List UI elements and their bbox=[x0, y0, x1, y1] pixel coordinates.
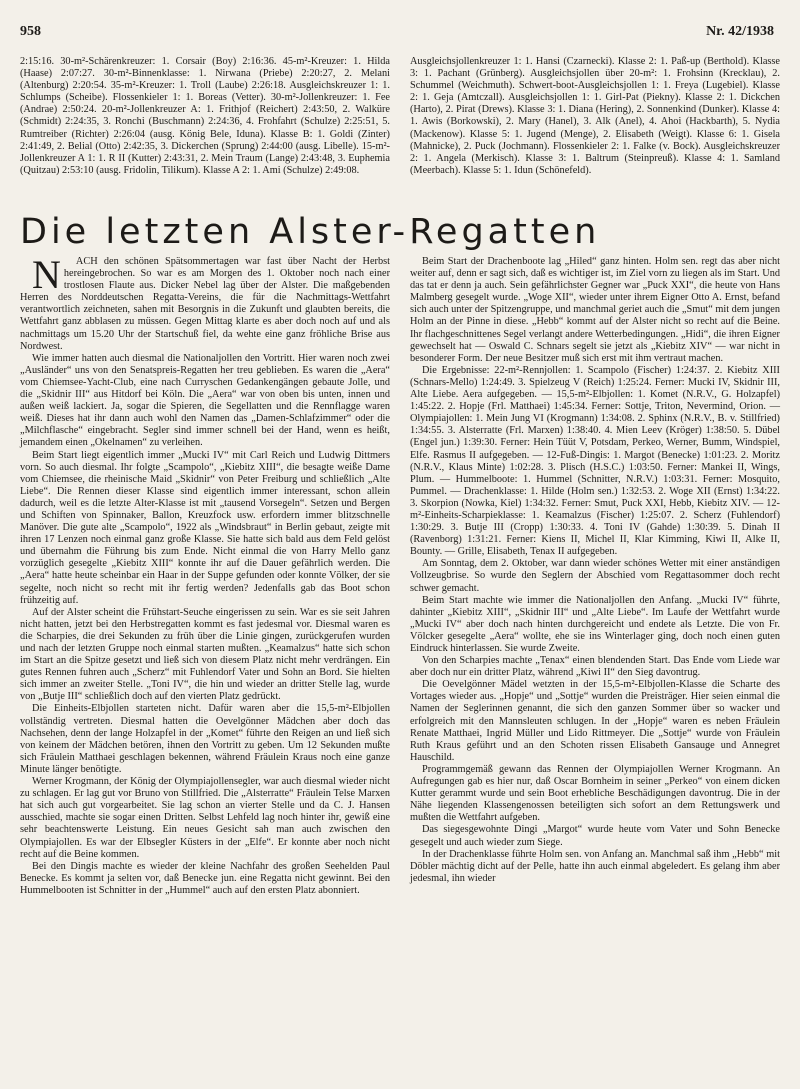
article-paragraph: Wie immer hatten auch diesmal die Nationaljollen den Vortritt. Hier waren noch zwei „Ausländer“ uns von den Senatspreis-Regatten her treu geblieben. Es waren die „Aera“ vom Chiemsee-Yacht-Club, eine nach Curryschen Gedankengängen gebaute Jolle, und die „Skidnir III“ aus Hitdorf bei Köln. Die „Aera“ war von oben bis unten, innen und außen weiß lackiert. Ja, sogar die Spieren, die Segellatten und die Rennflagge waren weiß. Dieses hat ihr dann auch wohl den Namen das „Damen-Schlafzimmer“ oder die „Milchflasche“ eingebracht. Segler sind immer schnell bei der Hand, wenn es heißt, jemandem einen „Okelnamen“ zu verleihen. bbox=[20, 352, 390, 449]
article-column-right bbox=[410, 256, 780, 885]
results-paragraph: Ausgleichsjollenkreuzer 1: 1. Hansi (Czarnecki). Klasse 2: 1. Paß-up (Berthold). Klasse 3: 1. Pachant (Grünberg). Ausgleichsjollen über 20-m²: 1. Frohsinn (Krecklau), 2. Schummel (Weichmuth). Schwert-boot-Ausgleichsjollen 1: 1. Freya (Lugebiel). Klasse 2: 1. Geja (Amtczall). Ausgleichsjollen 1: 1. Girl-Pat (Piekny). Klasse 2: 1. Dickchen (Harto), 2. Pirat (Drews). Klasse 3: 1. Diana (Hering), 2. Sonnenkind (Dunker). Klasse 4: 1. Awis (Borkowski), 2. Mary (Hanel), 3. Alk (Anel), 4. Ahoi (Hackbarth), 5. Nydia (Mackenow). Klasse 5: 1. Jugend (Menge), 2. Elisabeth (Weigt). Klasse 6: 1. Gisela (Mahnicke), 2. Puck (Jochmann). Flossenkieler 2: 1. Falke (v. Bock). Ausgleichskreuzer 2: 1. Angela (Merkisch). Klasse 3: 1. Baltrum (Steinpreuß). Klasse 4: 1. Samland (Meerbach). Klasse 5: 1. Idun (Schönefeld). bbox=[410, 56, 780, 176]
article-paragraph: Das siegesgewohnte Dingi „Margot“ wurde heute vom Vater und Sohn Benecke gesegelt und auch wieder zum Siege. bbox=[410, 824, 780, 848]
article-paragraph: Auf der Alster scheint die Frühstart-Seuche eingerissen zu sein. War es sie seit Jahren nicht hatten, jetzt bei den Herbstregatten kommt es fast jedesmal vor. Diesmal waren es die Scharpies, die drei Sekunden zu früh über die Linie gingen, zurückgerufen wurden und nach der letzten Gruppe noch einmal starten mußten. „Keamalzus“ hatte sich schon im Start an die Spitze gesetzt und ließ sich von diesem Platz nicht mehr verdrängen. Ein gutes Rennen fuhren auch „Scherz“ mit Fuhlendorf Vater und Sohn an Bord. Sie hielten sich immer an zweiter Stelle. „Toni IV“, die hin und wieder an dritter Stelle lag, wurde von „Butje III“ schließlich doch auf den vierten Platz gedrückt. bbox=[20, 606, 390, 703]
article-paragraph: Von den Scharpies machte „Tenax“ einen blendenden Start. Das Ende vom Liede war aber doch nur ein dritter Platz, während „Kiwi II“ den Sieg davontrug. bbox=[410, 655, 780, 679]
page-number: 958 bbox=[20, 24, 41, 39]
article-paragraph: N ACH den schönen Spätsommertagen war fast über Nacht der Herbst hereingebrochen. So war es am Morgen des 1. Oktober noch nach einer trostlosen Flaute aus. Dicker Nebel lag über der Alster. Die maßgebenden Herren des Norddeutschen Regatta-Vereins, die für die Nachmittags-Wettfahrt verantwortlich zeichneten, sahen mit Besorgnis in die Zukunft und glaubten bereits, die Wettfahrt ganz abblasen zu müssen. Gegen Mittag klarte es aber doch noch auf und als nachmittags um 15.20 Uhr der Startschuß fiel, da wehte eine ganz fröhliche Brise aus Nordwest. bbox=[20, 252, 390, 352]
results-column-right bbox=[410, 56, 780, 177]
article-paragraph: Die Oevelgönner Mädel wetzten in der 15,5-m²-Elbjollen-Klasse die Scharte des Vortages wieder aus. „Hopje“ und „Sottje“ wurden die Preisträger. Hier seien einmal die Namen der Seglerinnen genannt, die sich den ganzen Sommer über so wacker und erfolgreich mit den Mannsleuten schlugen. In der „Hopje“ waren es neben Fräulein Renate Matthaei, Ingrid Müller und Lido Rittmeyer. Die „Sottje“ wurde von Fräulein Ruth Kraus geführt und an den Schoten rissen Elisabeth Gansauge und Annegret Hauschild. bbox=[410, 679, 780, 763]
article-paragraph: Werner Krogmann, der König der Olympiajollensegler, war auch diesmal wieder nicht zu schlagen. Er lag gut vor Bruno von Stillfried. Die „Alsterratte“ Fräulein Telse Marxen hat sich auch gut vorgearbeitet. Sie lag schon an vierter Stelle und da C. J. Hansen ausschied, machte sie sogar einen Dritten. Selbst Lehfeld lag noch hinter ihr, gewiß eine sehr beachtenswerte Leistung. Ein neues Gesicht sah man auch zwischen den Olympiajollen. Es war der Elbsegler Küsters in der „Elfe“. Er konnte aber noch nicht recht auf die Beine kommen. bbox=[20, 776, 390, 860]
article-paragraph: Beim Start liegt eigentlich immer „Mucki IV“ mit Carl Reich und Ludwig Dittmers vorn. So auch diesmal. Ihr folgte „Scampolo“, „Kiebitz XIII“, die besagte weiße Dame vom Chiemsee, die rheinische Maid „Skidnir“ von Peter Freiburg und schließlich „Alte Liebe“. Die Rennen dieser Klasse sind eigentlich immer interessant, schon allein dadurch, weil es die letzte Alter-Klasse ist mit „tausend Vorsegeln“. Setzen und Bergen und Schiften von Spinnaker, Ballon, Kreuzfock usw. erfordern immer blitzschnelle Manöver. Die gute alte „Scampolo“, 1922 als „Windsbraut“ in Berlin gebaut, zeigte mit ihren 17 Lenzen noch einmal ganz große Klasse. Sie hatte sich bald aus dem Feld gelöst und übernahm die Führung bis zum Ende. Nicht einmal die von Harry Mello ganz vorzüglich gesegelte „Kiebitz XIII“ konnte ihr auf die Dauer gefährlich werden. Die „Aera“ hatte heute scheinbar ein Haar in der Suppe gefunden oder konnte Völker, der sie segelte, noch nicht so recht mit ihr fertig werden? Jedenfalls gab das Boot schon frühzeitig auf. bbox=[20, 449, 390, 606]
article-column-left bbox=[20, 252, 390, 897]
results-column-left bbox=[20, 56, 390, 177]
article-paragraph: Bei den Dingis machte es wieder der kleine Nachfahr des großen Seehelden Paul Benecke. Es kommt ja selten vor, daß Benecke jun. eine Regatta nicht gewinnt. Bei den Hummelbooten ist Schnitter in der „Hummel“ auch auf den ersten Platz abonniert. bbox=[20, 860, 390, 896]
article-paragraph: In der Drachenklasse führte Holm sen. von Anfang an. Manchmal saß ihm „Hebb“ mit Döbler mächtig dicht auf der Pelle, hatte ihn auch einmal abgeledert. Es gelang ihm aber jedesmal, ihn wieder bbox=[410, 848, 780, 884]
article-paragraph: Die Einheits-Elbjollen starteten nicht. Dafür waren aber die 15,5-m²-Elbjollen vollständig vertreten. Diesmal hatten die Oevelgönner Mädchen aber doch das Nachsehen, denn der lange Holzapfel in der „Komet“ führte den Reigen an und ließ sich von keinem der Mädchen betören, ihnen den Vortritt zu geben. Um 12 Sekunden mußte sich Fräulein Matthaei geschlagen bekennen, während Fräulein Kraus noch eine ganze Minute länger benötigte. bbox=[20, 703, 390, 775]
article-headline: Die letzten Alster-Regatten bbox=[20, 212, 601, 252]
results-paragraph: Die Ergebnisse: 22-m²-Rennjollen: 1. Scampolo (Fischer) 1:24:37. 2. Kiebitz XIII (Schnars-Mello) 1:24:49. 3. Spielzeug V (Reich) 1:25:24. Ferner: Mucki IV, Skidnir III, Alte Liebe. Aera aufgegeben. — 15,5-m²-Elbjollen: 1. Komet (N.R.V., G. Holzapfel) 1:45:22. 2. Hopje (Frl. Matthaei) 1:45:34. Ferner: Sottje, Triton, Nevermind, Orion. — Olympiajollen: 1. Mein Jung VI (Krogmann) 1:34:08. 2. Sphinx (N.R.V., B. v. Stillfried) 1:34:55. 3. Alsterratte (Frl. Marxen) 1:38:40. 4. Mien Leev (Kröger) 1:38:50. 5. Dübel (Engel jun.) 1:39:30. Ferner: Hein Tüüt V, Potsdam, Perkeo, Werner, Bumm, Windspiel, Elfe. Rasmus II aufgegeben. — 12-Fuß-Dingis: 1. Margot (Benecke) 1:01:23. 2. Moritz (N.R.V., Klaus Minte) 1:02:28. 3. Plisch (H.S.C.) 1:03:50. Ferner: Mankei II, Wings, Plum. — Hummelboote: 1. Hummel (Schnitter, N.R.V.) 1:03:31. Ferner: Mosquito, Pummel. — Drachenklasse: 1. Hilde (Holm sen.) 1:32:53. 2. Woge XII (Ernst) 1:34:22. 3. Skorpion (Nowka, Kiel) 1:34:32. Ferner: Smut, Puck XXI, Hebb, Kiebitz XIV. — 12-m²-Einheits-Scharpieklasse: 1. Keamalzus (Fischer) 1:25:07. 2. Scherz (Fuhlendorf) 1:30:29. 3. Butje III (Cropp) 1:30:33. 4. Toni IV (Gahde) 1:30:39. 5. Dinah II (Ravenborg) 1:31:21. Ferner: Kiens II, Michel II, Klar Kimming, Kiwi II, Alke II, Bounty. — Grille, Elisabeth, Tenax II aufgegeben. bbox=[410, 364, 780, 558]
results-paragraph: 2:15:16. 30-m²-Schärenkreuzer: 1. Corsair (Boy) 2:16:36. 45-m²-Kreuzer: 1. Hilda (Haase) 2:07:27. 30-m²-Binnenklasse: 1. Nirwana (Priebe) 2:20:27, 2. Melani (Altenburg) 2:20:54. 35-m²-Kreuzer: 1. Troll (Laube) 2:26:18. Ausgleichskreuzer 1: 1. Schlumps (Scheibe). Flossenkieler 1: 1. Boreas (Vetter). 30-m²-Jollenkreuzer: 1. Fee (Andrae) 2:50:24. 20-m²-Jollenkreuzer A: 1. Frithjof (Reichert) 2:43:50, 2. Walküre (Schmidt) 2:24:35, 3. Ronchi (Buschmann) 2:24:36, 4. Frohfahrt (Schulze) 2:25:51, 5. Rumtreiber (Richter) 2:26:04 (ausg. König Bele, Iduna). Klasse B: 1. Goldi (Zinter) 2:41:49, 2. Belial (Otto) 2:42:35, 3. Dickerchen (Sprung) 2:44:00 (ausg. Libelle). 15-m²-Jollenkreuzer A 1: 1. R II (Kutter) 2:43:31, 2. Mein Traum (Lange) 2:43:48, 3. Euphemia (Quitzau) 2:53:10 (ausg. Fridolin, Tilikum). Klasse A 2: 1. Ami (Schulze) 2:49:08. bbox=[20, 56, 390, 176]
issue-number: Nr. 42/1938 bbox=[706, 24, 774, 39]
article-paragraph: Programmgemäß gewann das Rennen der Olympiajollen Werner Krogmann. An Aufregungen gab es hier nur, daß Oscar Bornheim in seiner „Perkeo“ von einem dicken Kutter gerammt wurde und sein Boot erhebliche Beschädigungen davontrug. Die in der Nähe liegenden Klassengenossen beteiligten sich sofort an dem Rettungswerk und mußten die Wettfahrt aufgeben. bbox=[410, 763, 780, 824]
article-paragraph: Beim Start machte wie immer die Nationaljollen den Anfang. „Mucki IV“ führte, dahinter „Kiebitz XIII“, „Skidnir III“ und „Alte Liebe“. Im Laufe der Wettfahrt wurde „Mucki IV“ aber doch nach hinten durchgereicht und endete als Letzte. Die von Fr. Völcker gesegelte „Aera“ wollte, ehe sie ins Winterlager ging, doch noch einen guten Eindruck hinterlassen. Sie wurde Zweite. bbox=[410, 594, 780, 654]
article-paragraph: Am Sonntag, dem 2. Oktober, war dann wieder schönes Wetter mit einer anständigen Vollzeugbrise. So wurde den Seglern der Abschied vom Regattasommer doch recht schwer gemacht. bbox=[410, 558, 780, 594]
drop-cap: N bbox=[32, 252, 61, 297]
article-paragraph: Beim Start der Drachenboote lag „Hiled“ ganz hinten. Holm sen. regt das aber nicht weiter auf, denn er sagt sich, daß es wichtiger ist, im Ziel vorn zu liegen als im Start. Und das tat er denn ja auch. Sein gefährlichster Gegner war „Puck XXI“, die heute von Hans Malmberg gesegelt wurde. „Woge XII“, wieder unter ihrem Eigner Otto A. Ernst, befand sich auch unter der Spitzengruppe, und manchmal geriet auch die „Smut“ mit dem jungen Holm an der Pinne in diese. „Hebb“ kommt auf der Alster nicht so recht auf die Beine. Ihr flachgeschnittenes Segel verlangt andere Wetterbedingungen. „Hidi“, die ihren Eigner gewechselt hat — Oswald C. Schnars segelt sie jetzt als „Kiebitz XIV“ — war nicht in besonderer Form. Der neue Besitzer muß sich erst mit ihm vertraut machen. bbox=[410, 256, 781, 364]
